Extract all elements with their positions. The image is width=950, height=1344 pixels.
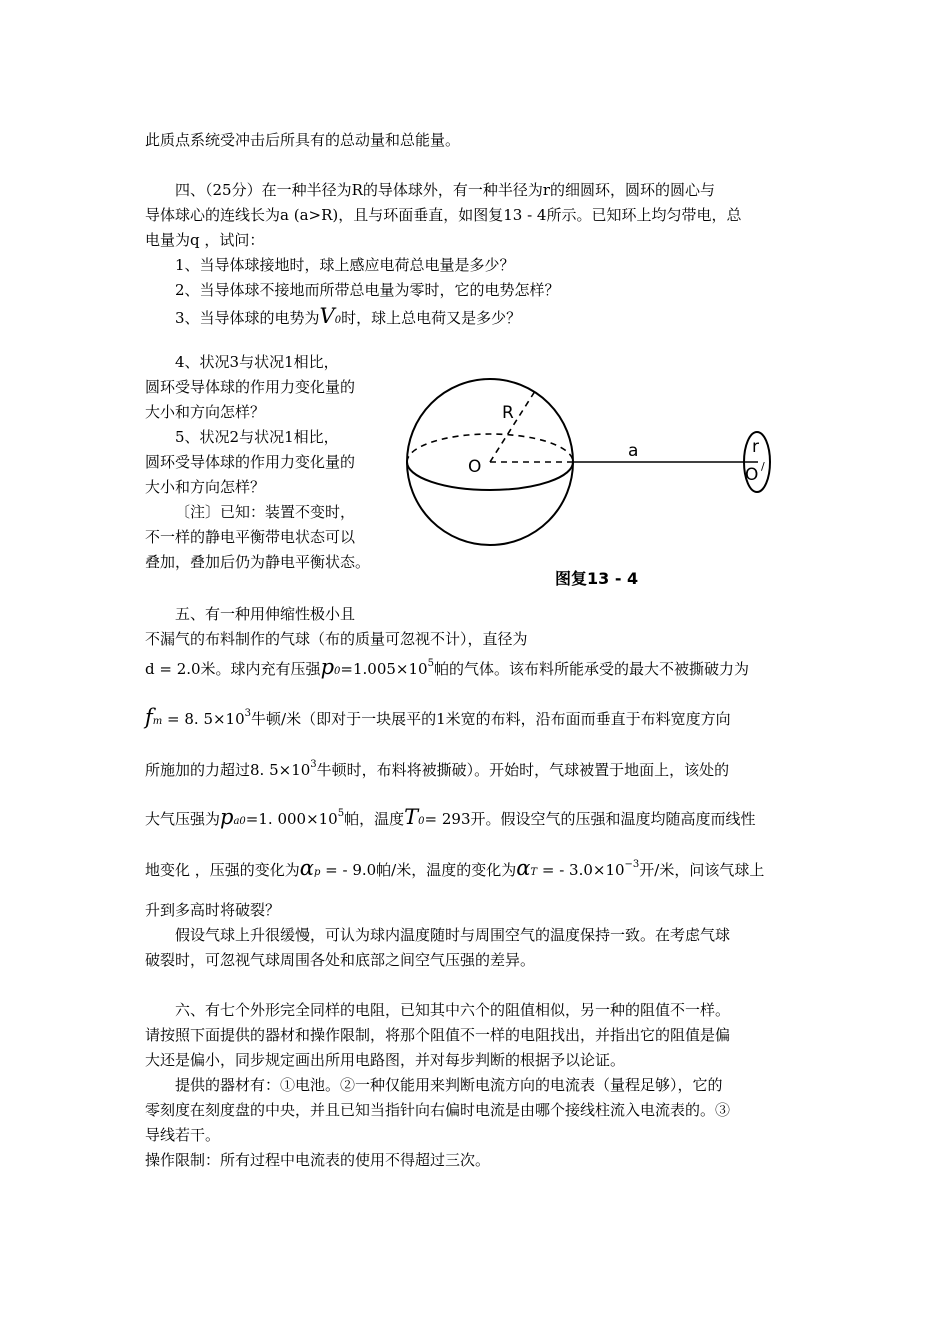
math-subscript: a0 [233,816,246,827]
text-run: = - 9.0帕/米，温度的变化为 [320,861,517,879]
problem-5-line-3 [145,654,749,682]
text-run: = 293开。假设空气的压强和温度均随高度而线性 [424,810,756,828]
text-line: 大小和方向怎样？ [145,478,266,496]
text-run: =1.005×10 [340,660,428,678]
problem-6-line-3: 大还是偏小，同步规定画出所用电路图，并对每步判断的根据予以论证。 [145,1051,626,1069]
problem-6-line-2: 请按照下面提供的器材和操作限制，将那个阻值不一样的电阻找出，并指出它的阻值是偏 [145,1026,731,1044]
math-symbol: p [220,805,234,829]
label-r: r [752,437,759,457]
text-run: 地变化 ，压强的变化为 [145,861,300,879]
math-subscript: 0 [334,666,341,677]
text-run: 开/米，问该气球上 [639,861,765,879]
math-superscript: 5 [337,808,345,819]
math-symbol: p [320,655,335,679]
math-symbol: T [404,805,419,829]
problem-5-line-6 [145,804,756,832]
text-run: 所施加的力超过8. 5×10 [145,761,311,779]
math-symbol: f [145,705,153,729]
problem-5-line-7 [145,855,764,883]
figure-caption: 图复13 - 4 [555,569,639,588]
problem-4-question-3 [175,306,521,331]
text-line: 圆环受导体球的作用力变化量的 [145,453,356,471]
problem-5-line-4 [145,704,731,732]
problem-6-line-1: 六、有七个外形完全同样的电阻，已知其中六个的阻值相似，另一种的阻值不一样。 [175,1001,731,1019]
text-run: 牛顿/米（即对于一块展平的1米宽的布料，沿布面而垂直于布料宽度方向 [251,710,731,728]
figure-sphere-ring [400,370,800,570]
text-run: d = 2.0米。球内充有压强 [145,660,321,678]
note-line: 叠加，叠加后仍为静电平衡状态。 [145,553,371,571]
math-subscript: 0 [418,816,425,827]
problem-5-line-1: 五、有一种用伸缩性极小且 [175,605,356,623]
problem-6-line-5: 零刻度在刻度盘的中央，并且已知当指针向右偏时电流是由哪个接线柱流入电流表的。③ [145,1101,731,1119]
text-run: = 8. 5×10 [162,710,245,728]
note-line: 〔注〕已知：装置不变时， [175,503,356,521]
problem-5-line-5 [145,755,729,780]
math-superscript: 3 [310,759,317,770]
math-symbol: α [516,856,531,880]
math-superscript: 3 [244,708,252,719]
sphere-equator-back [407,434,573,462]
problem-5-line-10: 破裂时，可忽视气球周围各处和底部之间空气压强的差异。 [145,951,536,969]
radius-line [490,388,537,462]
problem-5-line-8: 升到多高时将破裂？ [145,901,281,919]
text-run: 大气压强为 [145,810,221,828]
text-run: 牛顿时，布料将被撕破）。开始时，气球被置于地面上，该处的 [316,761,730,779]
problem-6-line-7: 操作限制：所有过程中电流表的使用不得超过三次。 [145,1151,491,1169]
label-a: a [628,441,639,461]
text-run: 3、当导体球的电势为 [175,309,320,327]
label-prime-mark: / [761,460,765,473]
text-run: 时，球上总电荷又是多少？ [341,309,522,327]
math-subscript: T [530,867,538,878]
text-line: 大小和方向怎样？ [145,403,266,421]
problem-4-line-2: 导体球心的连线长为a (a>R)，且与环面垂直，如图复13 - 4所示。已知环上均匀带电，总 [145,206,742,224]
problem-5-line-9: 假设气球上升很缓慢，可认为球内温度随时与周围空气的温度保持一致。在考虑气球 [175,926,731,944]
text-run: 帕的气体。该布料所能承受的最大不被撕破力为 [433,660,749,678]
label-O: O [468,457,482,477]
text-run: 帕，温度 [344,810,405,828]
problem-4-question-4: 4、状况3与状况1相比， [175,353,339,371]
problem-4-line-3: 电量为q ，试问： [145,231,265,249]
label-R: R [502,403,514,423]
sphere-equator-front [407,462,573,490]
text-line: 此质点系统受冲击后所具有的总动量和总能量。 [145,131,461,149]
text-line: 圆环受导体球的作用力变化量的 [145,378,356,396]
problem-5-line-2: 不漏气的布料制作的气球（布的质量可忽视不计），直径为 [145,630,528,648]
problem-6-line-6: 导线若干。 [145,1126,221,1144]
note-line: 不一样的静电平衡带电状态可以 [145,528,356,546]
math-superscript: 5 [427,658,434,669]
problem-4-line-1: 四、（25分）在一种半径为R的导体球外，有一种半径为r的细圆环，圆环的圆心与 [175,181,716,199]
math-symbol: V [319,304,335,328]
math-superscript: −3 [624,859,640,870]
problem-4-question-1: 1、当导体球接地时，球上感应电荷总电量是多少？ [175,256,515,274]
problem-4-question-2: 2、当导体球不接地而所带总电量为零时，它的电势怎样？ [175,281,560,299]
math-subscript: m [152,716,163,727]
math-symbol: α [299,856,314,880]
text-run: =1. 000×10 [245,810,338,828]
label-O-prime: O [745,465,759,485]
math-subscript: 0 [334,315,342,326]
problem-6-line-4: 提供的器材有：①电池。②一种仅能用来判断电流方向的电流表（量程足够），它的 [175,1076,723,1094]
math-subscript: p [313,867,321,878]
text-run: = - 3.0×10 [537,861,625,879]
problem-4-question-5: 5、状况2与状况1相比， [175,428,339,446]
